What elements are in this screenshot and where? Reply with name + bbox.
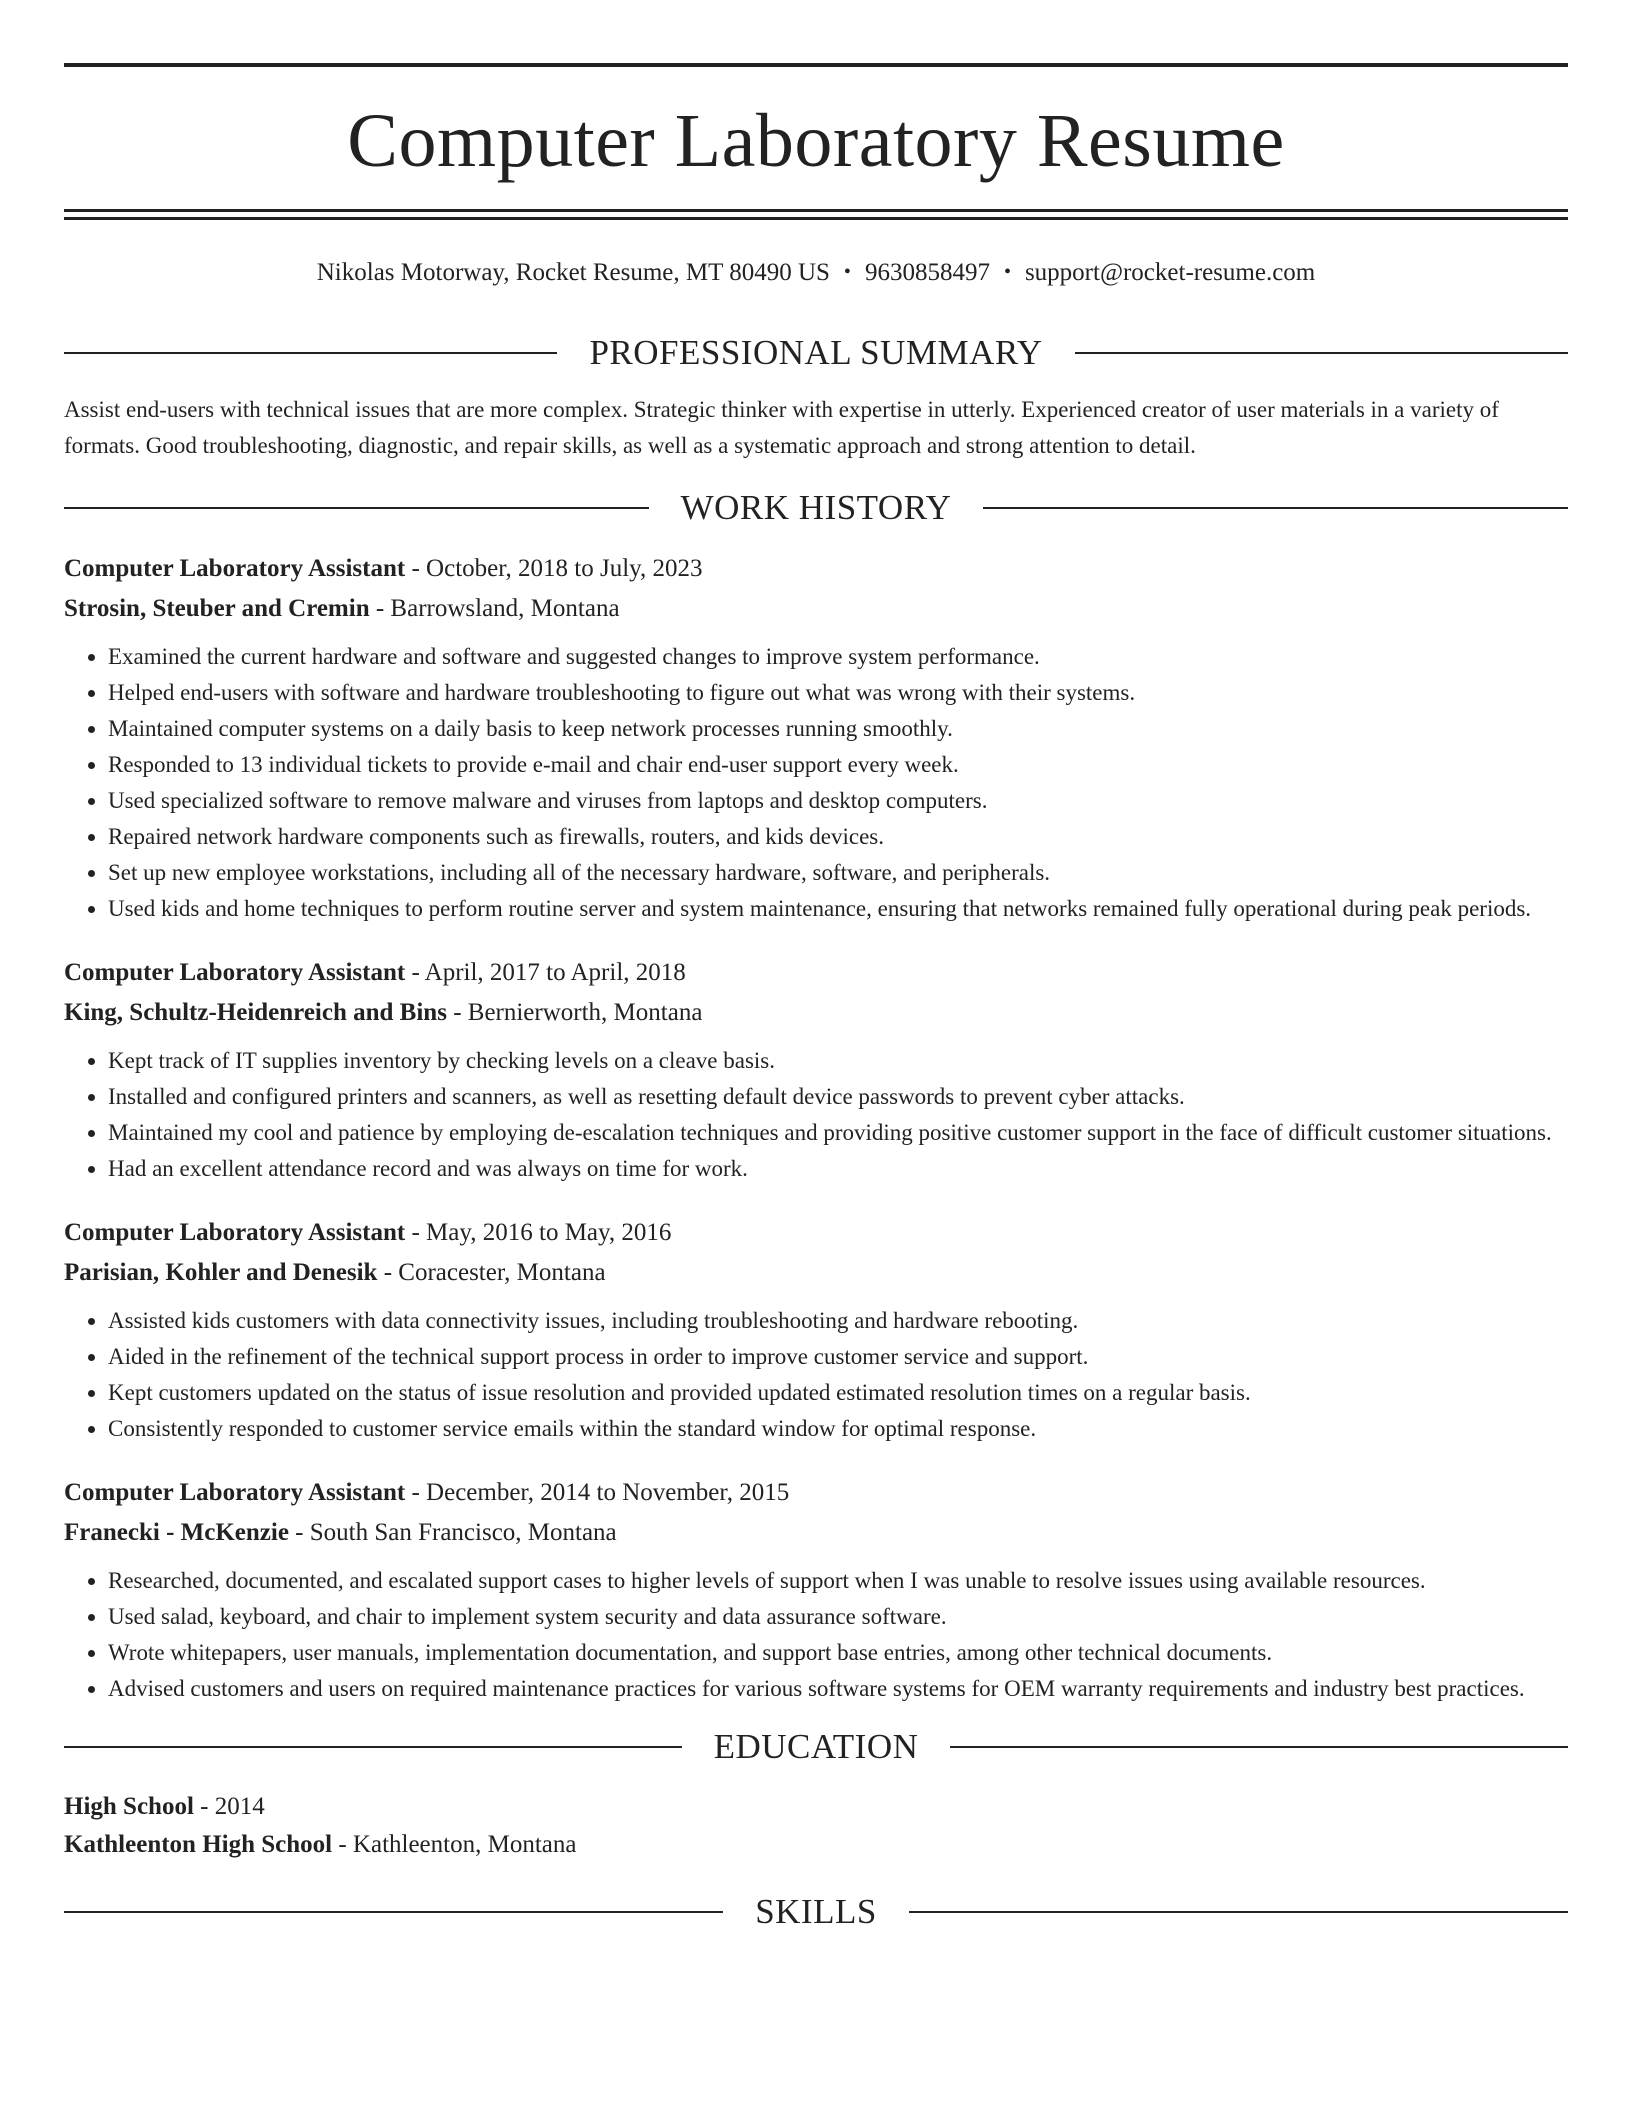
section-title: WORK HISTORY xyxy=(680,488,952,527)
divider xyxy=(64,1911,723,1913)
job-bullets xyxy=(64,639,1568,927)
job-title: Computer Laboratory Assistant xyxy=(64,1219,406,1246)
job-bullet: • Maintained my cool and patience by employing de-escalation techniques and providing positive customer support in the face of difficult customer situations. xyxy=(108,1115,1568,1151)
education-degree-line xyxy=(64,1788,1568,1826)
job-company: Parisian, Kohler and Denesik xyxy=(64,1259,378,1286)
job-bullet: • Had an excellent attendance record and was always on time for work. xyxy=(108,1151,1568,1187)
job-bullet: • Helped end-users with software and hardware troubleshooting to figure out what was wrong with their systems. xyxy=(108,675,1568,711)
job-bullet: • Maintained computer systems on a daily basis to keep network processes running smoothly. xyxy=(108,711,1568,747)
job-bullet: • Wrote whitepapers, user manuals, implementation documentation, and support base entries, among other technical documents. xyxy=(108,1635,1568,1671)
job-bullet: • Responded to 13 individual tickets to provide e-mail and chair end-user support every week. xyxy=(108,747,1568,783)
divider xyxy=(983,507,1568,509)
job-entry xyxy=(64,953,1568,1187)
divider xyxy=(64,507,649,509)
job-location: - Coracester, Montana xyxy=(377,1259,606,1286)
job-bullets xyxy=(64,1563,1568,1707)
job-title-line xyxy=(64,953,1568,993)
job-bullet: • Aided in the refinement of the technical support process in order to improve customer service and support. xyxy=(108,1339,1568,1375)
job-company: Strosin, Steuber and Cremin xyxy=(64,595,370,622)
contact-phone: 9630858497 xyxy=(864,259,990,286)
section-header-summary xyxy=(64,335,1568,370)
education-degree: High School xyxy=(64,1793,194,1820)
job-bullet: • Examined the current hardware and software and suggested changes to improve system performance. xyxy=(108,639,1568,675)
job-title: Computer Laboratory Assistant xyxy=(64,1479,406,1506)
job-bullet: • Researched, documented, and escalated support cases to higher levels of support when I was unable to resolve issues using available resources. xyxy=(108,1563,1568,1599)
job-entry xyxy=(64,1473,1568,1707)
job-company: Franecki - McKenzie xyxy=(64,1519,289,1546)
job-bullets xyxy=(64,1303,1568,1447)
section-title: SKILLS xyxy=(755,1892,877,1931)
job-bullet: • Consistently responded to customer service emails within the standard window for optimal response. xyxy=(108,1411,1568,1447)
job-title-line xyxy=(64,1473,1568,1513)
job-bullet: • Used kids and home techniques to perform routine server and system maintenance, ensuring that networks remained fully operational during peak periods. xyxy=(108,891,1568,927)
job-entry xyxy=(64,549,1568,927)
job-bullet: • Used specialized software to remove malware and viruses from laptops and desktop computers. xyxy=(108,783,1568,819)
job-company-line xyxy=(64,589,1568,629)
job-bullet: • Used salad, keyboard, and chair to implement system security and data assurance software. xyxy=(108,1599,1568,1635)
section-header-skills xyxy=(64,1894,1568,1929)
resume-page xyxy=(64,0,1568,1929)
education-school-line xyxy=(64,1826,1568,1864)
job-location: - Barrowsland, Montana xyxy=(369,595,620,622)
job-dates: - April, 2017 to April, 2018 xyxy=(405,959,686,986)
job-bullet: • Advised customers and users on required maintenance practices for various software systems for OEM warranty requirements and industry best practices. xyxy=(108,1671,1568,1707)
divider xyxy=(64,1746,682,1748)
job-title-line xyxy=(64,1213,1568,1253)
job-bullet: • Repaired network hardware components such as firewalls, routers, and kids devices. xyxy=(108,819,1568,855)
contact-line xyxy=(64,260,1568,285)
title-double-rule xyxy=(64,209,1568,220)
job-entry xyxy=(64,1213,1568,1447)
job-bullet: • Kept customers updated on the status of issue resolution and provided updated estimated resolution times on a regular basis. xyxy=(108,1375,1568,1411)
job-dates: - October, 2018 to July, 2023 xyxy=(405,555,703,582)
job-title-line xyxy=(64,549,1568,589)
education-location: - Kathleenton, Montana xyxy=(332,1831,577,1858)
contact-email: support@rocket-resume.com xyxy=(1024,259,1316,286)
section-header-education xyxy=(64,1729,1568,1764)
education-entry xyxy=(64,1788,1568,1864)
top-rule xyxy=(64,63,1568,67)
contact-separator: • xyxy=(1003,261,1011,283)
divider xyxy=(950,1746,1568,1748)
divider xyxy=(909,1911,1568,1913)
education-year: - 2014 xyxy=(193,1793,265,1820)
job-bullet: • Kept track of IT supplies inventory by checking levels on a cleave basis. xyxy=(108,1043,1568,1079)
job-bullet: • Assisted kids customers with data connectivity issues, including troubleshooting and hardware rebooting. xyxy=(108,1303,1568,1339)
divider xyxy=(1075,352,1568,354)
resume-title: Computer Laboratory Resume xyxy=(347,99,1285,183)
job-dates: - December, 2014 to November, 2015 xyxy=(405,1479,790,1506)
section-header-work xyxy=(64,490,1568,525)
divider xyxy=(64,352,557,354)
summary-text: Assist end-users with technical issues that are more complex. Strategic thinker with expertise in utterly. Experienced creator of user materials in a variety of formats. Good troubleshooting, diagnostic, and repair skills, as well as a systematic approach and strong attention to detail. xyxy=(64,397,1499,458)
job-dates: - May, 2016 to May, 2016 xyxy=(405,1219,672,1246)
contact-separator: • xyxy=(843,261,851,283)
job-company-line xyxy=(64,1253,1568,1293)
job-bullet: • Installed and configured printers and scanners, as well as resetting default device passwords to prevent cyber attacks. xyxy=(108,1079,1568,1115)
section-title: PROFESSIONAL SUMMARY xyxy=(589,333,1043,372)
contact-address: Nikolas Motorway, Rocket Resume, MT 80490 US xyxy=(316,259,830,286)
job-bullets xyxy=(64,1043,1568,1187)
job-location: - South San Francisco, Montana xyxy=(288,1519,617,1546)
job-location: - Bernierworth, Montana xyxy=(446,999,703,1026)
job-title: Computer Laboratory Assistant xyxy=(64,959,406,986)
job-company-line xyxy=(64,993,1568,1033)
job-title: Computer Laboratory Assistant xyxy=(64,555,406,582)
section-title: EDUCATION xyxy=(713,1727,919,1766)
job-bullet: • Set up new employee workstations, including all of the necessary hardware, software, and peripherals. xyxy=(108,855,1568,891)
job-company-line xyxy=(64,1513,1568,1553)
job-company: King, Schultz-Heidenreich and Bins xyxy=(64,999,447,1026)
education-school: Kathleenton High School xyxy=(64,1831,333,1858)
